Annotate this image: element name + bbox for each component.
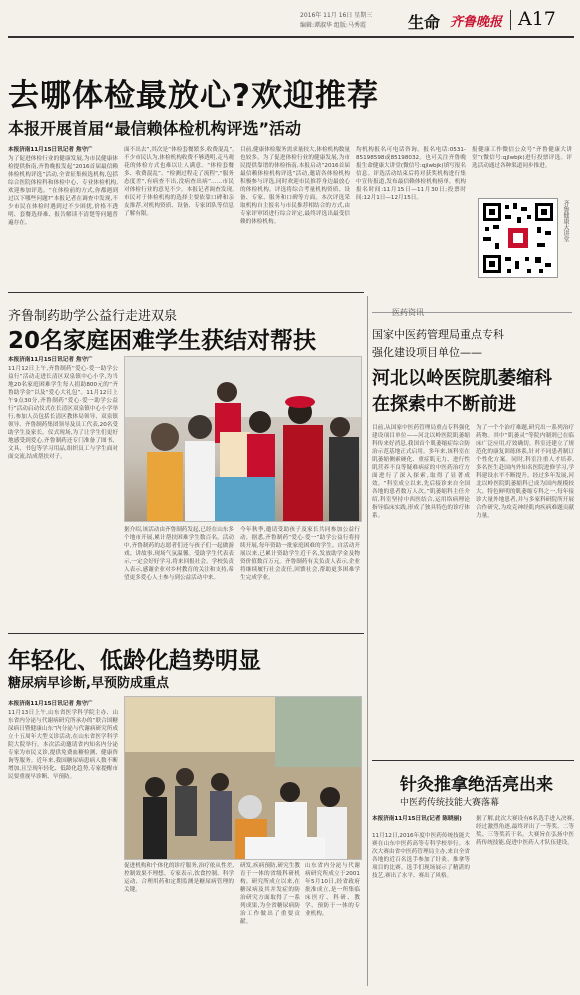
qr-code[interactable]: [478, 198, 558, 278]
editor-line: 编辑:谭淑华 组版:马秀霞: [300, 22, 366, 29]
story3-column-4: 山东省内分泌与代谢病研究所成立于2001年5月10日,经省政府批准成立,是一所集临床医疗、科研、教学、预防于一体的专业机构。: [305, 863, 360, 917]
story3-column-2: 促进机构和个体化的诊疗服务,治疗依从性差,控制效果不理想。专家表示,饮食控制、科学运动、合理用药和定期监测是糖尿病管理的关键。: [124, 863, 234, 893]
story1-column-4: 均机构报名可电话咨询。报名电话:0531-85198598或85198032。也可关注齐鲁晚报生命健康大讲堂(微信号:qjlwbjk)填写报名信息。评选活动结束后将对获奖机构进行集中宣传报道,发布最信赖体检机构榜单。机构报名时间:11月15日—11月30日;投票时间:12月1日—12月15日。: [356, 147, 466, 201]
sidebar-column-a: 目前,从国家中医药管理局重点专科强化建设项目单位——河北以岭医院肌萎缩科传来好消息,我国首个肌萎缩症综合防治示范基地正式启用。多年来,该科室在肌萎缩侧索硬化、重症肌无力、进行性肌营养不良等疑难病症的中医药治疗方面进行了深入探索,取得了显著成效。“科室成立以来,先后接诊来自全国各地的患者数万人次。”肌萎缩科主任介绍,科室坚持中西医结合,运用络病理论指导临床实践,形成了独具特色的诊疗体系。: [372, 425, 470, 519]
story2-headline: 20名家庭困难学生获结对帮扶: [8, 328, 317, 354]
story1-column-2: 面不出去”,其次是“体检套餐繁多,收费混乱”,不少市民认为,体检机构收费不够透明,走马观花的体检方式也难以让人满意。“体检套餐多、收费混乱”、“检测过程走了流程”,“服务态度差”,有病查不出,没病查出病”……市民对体检行业的意见不少。本报记者调查发现,市民对于体检机构的选择主要依靠口碑和亲友推荐,对机构资质、设备、专家团队等信息了解有限。: [124, 147, 234, 217]
masthead-divider: [510, 10, 511, 30]
story3-column-1: 11月13日上午,山东省医学科学院主办、山东省内分泌与代谢病研究所承办的“联合国糖尿病日暨健康山东”内分泌与代谢病研究所成立十五周年大型义诊活动,在山东省医学科学院大院举行。本次活动邀请省内知名内分泌专家为市民义诊,提供免费血糖检测、健康咨询等服务。近年来,我国糖尿病患病人数不断增加,且呈现年轻化、低龄化趋势,专家提醒市民要重视早诊断、早预防。: [8, 710, 118, 780]
story1-divider: [8, 292, 364, 293]
newspaper-brand: 齐鲁晚报: [450, 15, 503, 30]
sidebar-kicker-2: 强化建设项目单位——: [372, 346, 482, 359]
sidebar-section-label: 医药资讯: [392, 308, 424, 317]
sidebar-story2-headline: 针灸推拿绝活亮出来: [400, 775, 553, 795]
story3-subhead: 糖尿病早诊断,早预防成重点: [8, 676, 169, 691]
story2-kicker: 齐鲁制药助学公益行走进双泉: [8, 309, 178, 324]
story1-subhead: 本报开展首届“最信赖体检机构评选”活动: [8, 119, 302, 138]
story3-byline: 本报济南11月15日讯记者 焦守广: [8, 701, 93, 707]
story1-headline: 去哪体检最放心?欢迎推荐: [8, 78, 379, 114]
story2-byline: 本报济南11月15日讯记者 焦守广: [8, 357, 93, 363]
sidebar-story2-subhead: 中医药传统技能大赛落幕: [400, 798, 500, 808]
date-line: 2016年 11月 16日 星期三: [300, 12, 373, 19]
sidebar-divider: [372, 760, 574, 761]
story2-photo-students: [124, 356, 362, 522]
section-title: 生命: [408, 13, 441, 32]
sidebar-headline-1: 河北以岭医院肌萎缩科: [372, 368, 552, 389]
sidebar-kicker-1: 国家中医药管理局重点专科: [372, 328, 504, 341]
story3-headline: 年轻化、低龄化趋势明显: [8, 648, 261, 674]
qr-caption: 齐鲁健康大讲堂: [562, 200, 569, 242]
page-number: A17: [518, 8, 556, 30]
sidebar-story2-column-1: 11月12日,2016年度中医药传统技能大赛在山东中医药高等专科学校举行。本次大赛由省中医药管理局主办,来自全省各地的近百名选手参加了针灸、推拿等项目的比赛。选手们现场展示了精湛的技艺,赛出了水平、赛出了风格。: [372, 833, 470, 879]
sidebar-section-label-box: [372, 300, 572, 317]
story1-column-1: 为了促进体检行业的健康发展,为市民健康体检提供指南,齐鲁晚报发起“2016首届最信赖体检机构评选”活动,全省征集候选机构,包括综合医院体检科和体检中心、专业体检机构,欢迎参加评选。“在体检前的方式,你都遇到过以下哪些问题?”本报记者在调查中发现,不少市民在体检时遇到过不少困扰,价格不透明、套餐选择难、报告解读不清楚等问题普遍存在。: [8, 156, 118, 226]
sidebar-headline-2: 在探索中不断前进: [372, 394, 516, 415]
story1-column-3: 目前,健康体检服务需求量较大,体检机构数量也较多。为了促进体检行业的健康发展,为市民提供靠谱的体检指南,本报启动“2016首届最信赖体检机构评选”活动,邀请各体检机构积极参与评选,同时欢迎市民推荐身边最放心的体检机构。评选将综合考量机构资质、设备、专家、服务和口碑等方面。本次评选采取机构自主报名与市民推荐相结合的方式,由专家评审团进行综合评定,最终评选出最受信赖的体检机构。: [240, 147, 350, 225]
sidebar-story2-column-2: 据了解,此次大赛设有6名选手进入决赛,经过激烈角逐,最终评出了一等奖、二等奖、三等奖若干名。大赛旨在弘扬中医药传统技能,促进中医药人才队伍建设。: [476, 816, 574, 846]
story2-column-1: 11月12日上午,齐鲁制药“爱心·爱一助学公益行”活动走进长清区双泉镇中心小学,为当地20名家庭困难学生每人捐助800元的“齐鲁助学金”以及“爱心大礼包”。11月12日上午9点30分,齐鲁制药“爱心·爱一助学公益行”活动启动仪式在长清区双泉镇中心小学举行,参加人员包括长清区教体局领导、双泉镇领导、齐鲁制药集团领导及员工代表,20名受助学生及家长。仪式现场,为了让学生们更好地感受到爱心,齐鲁制药还专门准备了图书、文具、书包等学习用品,组织员工与学生面对面交流,结成帮扶对子。: [8, 366, 118, 460]
sidebar-story2-byline: 本报济南11月15日讯(记者 陈晓丽): [372, 816, 462, 822]
story2-divider: [8, 633, 364, 634]
story1-byline: 本报济南11月15日讯记者 焦守广: [8, 147, 93, 153]
top-rule: [8, 36, 574, 38]
story3-column-3: 研发,疾病预防,研究生教育于一体的省级科研机构。研究所成立以来,在糖尿病及其并发症的防治研究方面取得了一系列成果,为全省糖尿病防治工作做出了重要贡献。: [240, 863, 300, 925]
sidebar-vertical-rule: [367, 296, 368, 986]
story2-column-3: 今年秋季,邀请受助孩子及家长共同参加公益行动。据悉,齐鲁制药“爱心·爱一”助学公益行将持续开展,每年资助一批家庭困难的学生。自活动开展以来,已累计资助学生近千名,发放助学金及物资价值数百万元。齐鲁制药有关负责人表示,企业将继续履行社会责任,回馈社会,帮助更多困难学生完成学业。: [240, 527, 360, 581]
sidebar-column-b: 为了一个个治疗难题,研究出一系列治疗药物。其中“肌萎灵”等院内制剂已在临床广泛应用,疗效确切。科室还建立了规范化的康复训练体系,针对不同患者制订个性化方案。同时,科室注重人才培养,多名医生赴国内外知名医院进修学习,学科建设水平不断提升。经过多年发展,河北以岭医院肌萎缩科已成为国内规模较大、特色鲜明的肌萎缩专科之一,每年接诊大量外地患者,并与多家科研院所开展合作研究,为攻克神经肌肉疾病难题贡献力量。: [476, 425, 574, 519]
story3-photo-clinic: [124, 696, 362, 860]
story1-column-5: 报健康工作微信公众号“齐鲁健康大讲堂”(微信号:qjlwbjk)进行投票评选。评选活动通过各种渠道同步推进。: [472, 147, 572, 169]
story2-column-2: 据介绍,该活动由齐鲁制药发起,已经在山东多个地市开展,累计帮扶困难学生数百名。活动中,齐鲁制药的志愿者们还与孩子们一起做游戏、讲故事,现场气氛温馨。受助学生代表表示,一定会好好学习,将来回报社会。学校负责人表示,感谢企业对乡村教育的关注和支持,希望更多爱心人士参与到公益活动中来。: [124, 527, 234, 581]
